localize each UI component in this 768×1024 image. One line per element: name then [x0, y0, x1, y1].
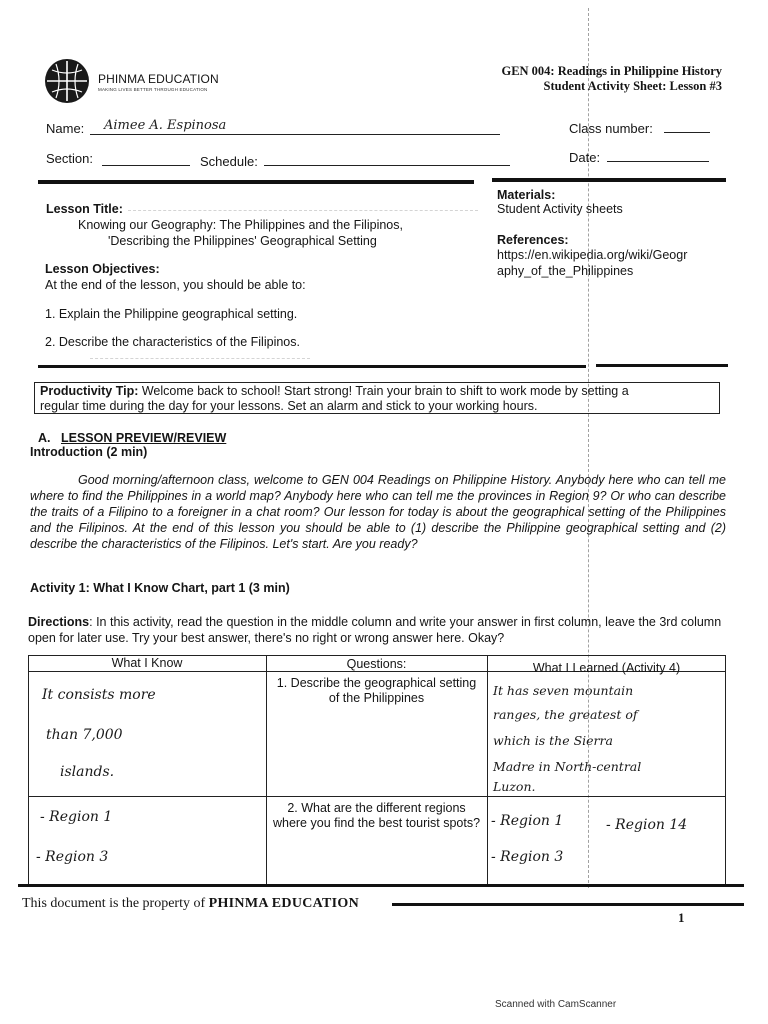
objectives-intro: At the end of the lesson, you should be able to:: [45, 278, 306, 292]
schedule-line[interactable]: [264, 165, 510, 166]
lesson-title-label: Lesson Title:: [46, 202, 123, 216]
learned-answer-line[interactable]: which is the Sierra: [493, 733, 613, 748]
logo-tagline: MAKING LIVES BETTER THROUGH EDUCATION: [98, 87, 208, 92]
section-line[interactable]: [102, 165, 190, 166]
page-number: 1: [678, 910, 685, 925]
materials-label: Materials:: [497, 188, 556, 202]
know-answer-line[interactable]: - Region 3: [36, 849, 109, 865]
activity-heading: Activity 1: What I Know Chart, part 1 (3 min): [30, 581, 290, 595]
name-line: [90, 134, 500, 135]
directions: [28, 614, 728, 646]
section-letter: A.: [38, 431, 51, 445]
lesson-title-line1: Knowing our Geography: The Philippines and the Filipinos,: [78, 218, 403, 232]
know-answer-line[interactable]: islands.: [60, 764, 115, 780]
name-label: Name:: [46, 121, 85, 136]
section-label: Section:: [46, 151, 93, 166]
learned-answer-line[interactable]: ranges, the greatest of: [493, 707, 638, 722]
date-line[interactable]: [607, 161, 709, 162]
intro-paragraph: Good morning/afternoon class, welcome to GEN 004 Readings on Philippine History. Anybody here who can tell me where to find the Philippines in a world map? Anybody here who can tell me the provinces in Region 9? Or who can describe the traits of a Filipino to a foreigner in a chat room? Our lesson for today is about the geographical setting of the Philippines and the Filipinos. At the end of this lesson you should be able to (1) describe the Philippine geographical setting and (2) describe the characteristics of the Filipinos. Let's start. Are you ready?: [30, 473, 726, 551]
scan-noise: [90, 358, 310, 359]
productivity-tip-text-cont: regular time during the day for your lessons. Set an alarm and stick to your working hours.: [40, 399, 538, 413]
learned-answer-line[interactable]: Madre in North-central: [493, 759, 642, 774]
scan-noise: [128, 210, 478, 211]
learned-answer-line[interactable]: - Region 14: [606, 817, 688, 833]
learned-answer-line[interactable]: - Region 3: [491, 849, 564, 865]
course-title: GEN 004: Readings in Philippine History: [501, 64, 722, 78]
section-title: LESSON PREVIEW/REVIEW: [61, 431, 227, 445]
date-label: Date:: [569, 150, 601, 165]
learned-answer-line[interactable]: Luzon.: [493, 779, 536, 794]
lesson-title-line2: 'Describing the Philippines' Geographical Setting: [108, 234, 377, 248]
productivity-tip-text: Welcome back to school! Start strong! Train your brain to shift to work mode by setting a: [138, 384, 629, 398]
objectives-label: Lesson Objectives:: [45, 262, 160, 276]
materials-value: Student Activity sheets: [497, 202, 623, 216]
footer-bar: [18, 884, 744, 887]
table-divider: [487, 655, 488, 885]
know-answer-line[interactable]: than 7,000: [46, 727, 123, 743]
schedule-label: Schedule:: [200, 154, 258, 169]
objective-2: 2. Describe the characteristics of the Filipinos.: [45, 335, 300, 349]
table-divider: [266, 655, 267, 885]
footer-property-owner: PHINMA EDUCATION: [208, 896, 360, 911]
productivity-tip-label: Productivity Tip:: [40, 384, 139, 398]
footer-bar: [392, 903, 744, 906]
col-header-what-i-learned: What I Learned (Activity 4): [532, 661, 681, 675]
scanner-watermark: Scanned with CamScanner: [495, 999, 617, 1010]
learned-answer-line[interactable]: It has seven mountain: [493, 683, 634, 698]
know-answer-line[interactable]: - Region 1: [40, 809, 113, 825]
references-link[interactable]: https://en.wikipedia.org/wiki/Geogr: [497, 248, 688, 262]
table-row-rule: [28, 796, 726, 797]
know-answer-line[interactable]: It consists more: [42, 687, 156, 703]
class-number-label: Class number:: [569, 121, 653, 136]
name-value[interactable]: Aimee A. Espinosa: [104, 118, 227, 133]
footer-property-text: This document is the property of: [22, 896, 209, 911]
intro-heading: Introduction (2 min): [30, 445, 148, 459]
question-2: 2. What are the different regions where you find the best tourist spots?: [272, 801, 481, 830]
references-label: References:: [497, 233, 569, 247]
directions-label: Directions: [28, 615, 90, 629]
divider-bar: [492, 178, 726, 182]
references-link-cont[interactable]: aphy_of_the_Philippines: [497, 264, 634, 278]
question-1: 1. Describe the geographical setting of the Philippines: [276, 676, 477, 705]
logo-name: PHINMA EDUCATION: [98, 72, 219, 86]
divider-bar: [38, 365, 586, 368]
col-header-questions: Questions:: [346, 657, 407, 671]
footer-property: [22, 896, 359, 912]
directions-text: : In this activity, read the question in the middle column and write your answer in first column, leave the 3rd column open for later use. Try your best answer, there's no right or wrong answer here. Okay?: [28, 615, 722, 645]
class-number-line[interactable]: [664, 132, 710, 133]
col-header-what-i-know: What I Know: [111, 656, 183, 670]
productivity-tip: [40, 384, 720, 414]
phinma-logo-icon: [44, 58, 90, 104]
objective-1: 1. Explain the Philippine geographical setting.: [45, 307, 298, 321]
learned-answer-line[interactable]: - Region 1: [491, 813, 564, 829]
divider-bar: [596, 364, 728, 367]
divider-bar: [38, 180, 474, 184]
sheet-title: Student Activity Sheet: Lesson #3: [543, 79, 722, 93]
